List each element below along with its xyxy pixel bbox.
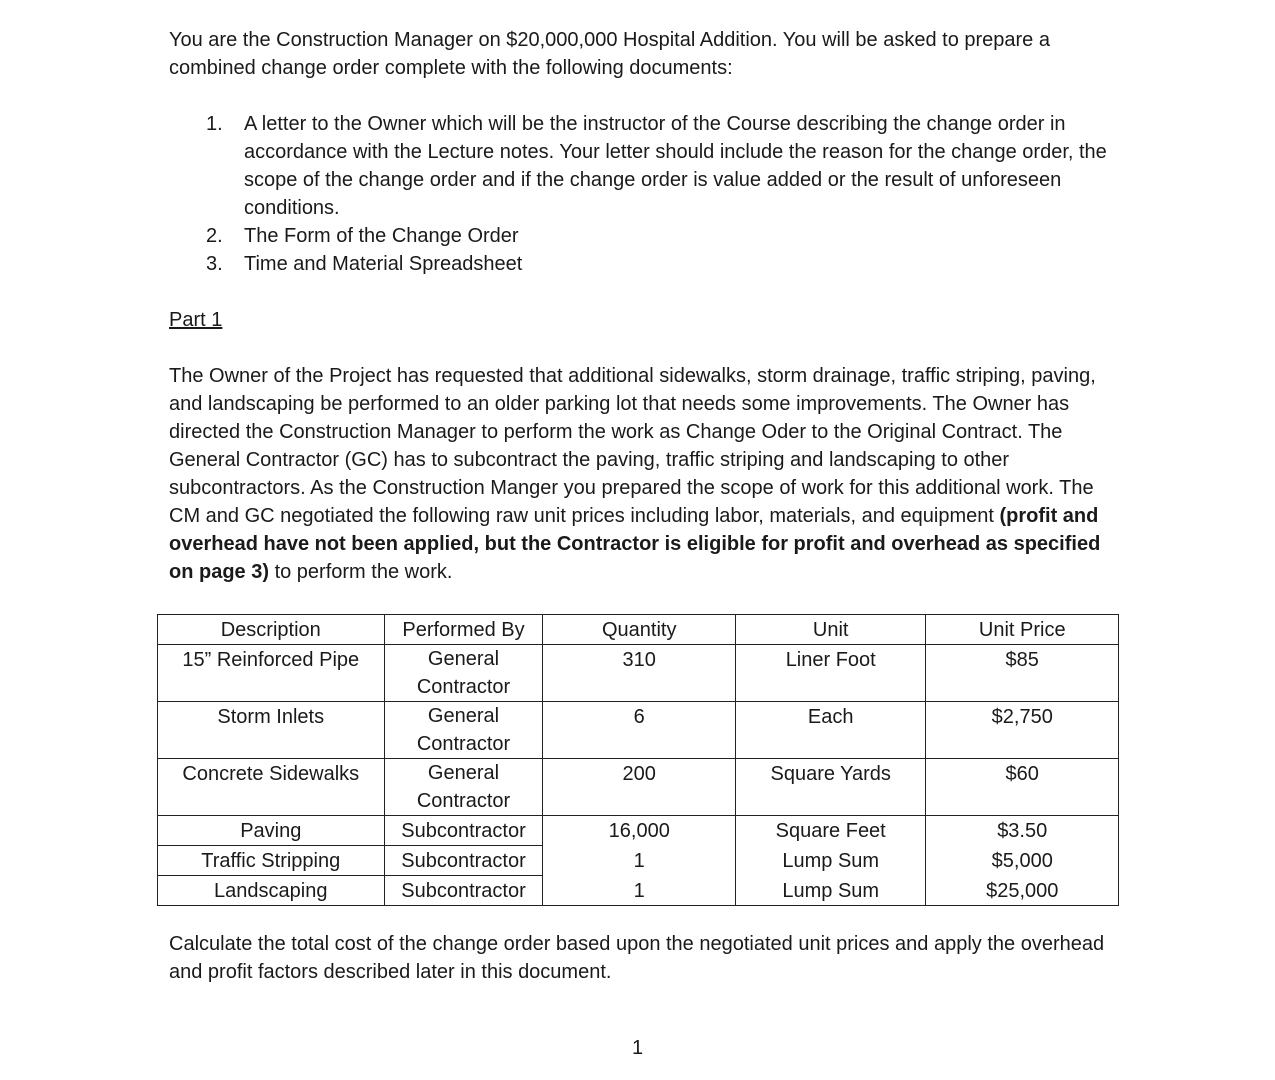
list-item-number: 3.	[206, 253, 223, 275]
header-quantity: Quantity	[543, 615, 736, 645]
cell-unit-price: $25,000	[926, 876, 1119, 906]
list-item-number: 2.	[206, 225, 223, 247]
intro-paragraph: You are the Construction Manager on $20,000,000 Hospital Addition. You will be asked to prepare a combined change order complete with the following documents:	[169, 29, 1050, 79]
cell-description: 15” Reinforced Pipe	[158, 645, 385, 702]
cell-description: Storm Inlets	[158, 702, 385, 759]
table-row	[158, 702, 1119, 759]
cell-unit: Liner Foot	[735, 645, 925, 702]
cell-description: Traffic Stripping	[158, 846, 385, 876]
header-description: Description	[158, 615, 385, 645]
cell-unit-price: $2,750	[926, 702, 1119, 759]
cell-quantity: 1	[543, 846, 736, 876]
calculation-instructions: Calculate the total cost of the change order based upon the negotiated unit prices and apply the overhead and profit factors described later in this document.	[169, 933, 1105, 983]
list-item	[200, 110, 1110, 222]
list-item-number: 1.	[206, 113, 223, 135]
requirements-list	[200, 110, 1110, 278]
cell-quantity: 1	[543, 876, 736, 906]
table-row	[158, 876, 1119, 906]
header-unit: Unit	[735, 615, 925, 645]
cell-unit: Square Feet	[735, 816, 925, 846]
part1-text-bold: (profit and overhead have not been applied, but the Contractor is eligible for profit and overhead as specified on page 3)	[169, 505, 1101, 583]
cell-unit-price: $85	[926, 645, 1119, 702]
header-unit-price: Unit Price	[926, 615, 1119, 645]
cell-description: Concrete Sidewalks	[158, 759, 385, 816]
cell-quantity: 16,000	[543, 816, 736, 846]
cell-unit: Square Yards	[735, 759, 925, 816]
table-row	[158, 759, 1119, 816]
cell-unit-price: $5,000	[926, 846, 1119, 876]
list-item-text: A letter to the Owner which will be the instructor of the Course describing the change order in accordance with the Lecture notes. Your letter should include the reason for the change order, the scope of the change order and if the change order is value added or the result of unforeseen conditions.	[244, 113, 1107, 219]
cell-performed-by: General Contractor	[384, 759, 543, 816]
cell-quantity: 6	[543, 702, 736, 759]
cell-unit: Lump Sum	[735, 876, 925, 906]
list-item	[200, 222, 1110, 250]
list-item-text: Time and Material Spreadsheet	[244, 253, 523, 275]
cell-description: Landscaping	[158, 876, 385, 906]
cell-performed-by: General Contractor	[384, 645, 543, 702]
cell-unit: Each	[735, 702, 925, 759]
cell-quantity: 310	[543, 645, 736, 702]
table-row	[158, 816, 1119, 846]
cell-performed-by: Subcontractor	[384, 876, 543, 906]
unit-price-table	[157, 614, 1119, 906]
cell-description: Paving	[158, 816, 385, 846]
table-header-row	[158, 615, 1119, 645]
cell-unit-price: $60	[926, 759, 1119, 816]
list-item-text: The Form of the Change Order	[244, 225, 519, 247]
cell-performed-by: Subcontractor	[384, 816, 543, 846]
page-number: 1	[631, 1037, 644, 1059]
table-row	[158, 846, 1119, 876]
cell-unit: Lump Sum	[735, 846, 925, 876]
cell-performed-by: General Contractor	[384, 702, 543, 759]
table-row	[158, 645, 1119, 702]
header-performed-by: Performed By	[384, 615, 543, 645]
cell-performed-by: Subcontractor	[384, 846, 543, 876]
list-item	[200, 250, 1110, 278]
cell-quantity: 200	[543, 759, 736, 816]
cell-unit-price: $3.50	[926, 816, 1119, 846]
part1-text-after: to perform the work.	[269, 561, 453, 583]
part1-text-before: The Owner of the Project has requested that additional sidewalks, storm drainage, traffic striping, paving, and landscaping be performed to an older parking lot that needs some improvements. The Owner has directed the Construction Manager to perform the work as Change Oder to the Original Contract. The General Contractor (GC) has to subcontract the paving, traffic striping and landscaping to other subcontractors. As the Construction Manger you prepared the scope of work for this additional work. The CM and GC negotiated the following raw unit prices including labor, materials, and equipment	[169, 365, 1096, 527]
part1-paragraph	[169, 362, 1114, 586]
section-heading: Part 1	[169, 309, 223, 331]
